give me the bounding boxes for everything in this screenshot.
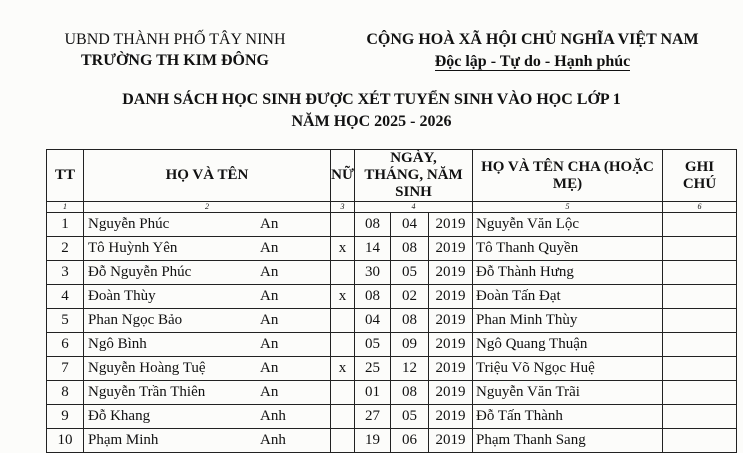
table-row: [47, 357, 737, 381]
table-row: [47, 309, 737, 333]
student-surname: Phan Ngọc Bảo: [88, 312, 183, 328]
student-surname: Phạm Minh: [88, 432, 159, 448]
birth-day: 27: [355, 405, 391, 429]
row-number: 5: [47, 309, 84, 333]
parent-name: Ngô Quang Thuận: [473, 333, 663, 357]
female-mark: x: [331, 285, 355, 309]
col-header-female: NỮ: [331, 150, 355, 202]
student-name: [84, 357, 331, 381]
student-name: [84, 405, 331, 429]
female-mark: [331, 333, 355, 357]
school-year: NĂM HỌC 2025 - 2026: [291, 113, 452, 130]
student-given-name: An: [260, 336, 279, 352]
parent-name: Phan Minh Thùy: [473, 309, 663, 333]
birth-day: 25: [355, 357, 391, 381]
birth-month: 08: [391, 309, 429, 333]
national-motto: [340, 50, 725, 74]
student-given-name: Anh: [260, 432, 286, 448]
note: [663, 261, 737, 285]
student-surname: Đỗ Nguyễn Phúc: [88, 264, 192, 280]
parent-name: Tô Thanh Quyền: [473, 237, 663, 261]
birth-day: 08: [355, 285, 391, 309]
student-given-name: An: [260, 384, 279, 400]
birth-month: 06: [391, 429, 429, 453]
parent-name: Đoàn Tấn Đạt: [473, 285, 663, 309]
table-row: [47, 261, 737, 285]
note: [663, 381, 737, 405]
birth-year: 2019: [429, 405, 473, 429]
student-given-name: An: [260, 216, 279, 232]
birth-year: 2019: [429, 261, 473, 285]
col-index: 1: [47, 202, 84, 213]
student-surname: Đỗ Khang: [88, 408, 151, 424]
column-index-row: [47, 202, 737, 213]
table-row: [47, 285, 737, 309]
parent-name: Triệu Võ Ngọc Huệ: [473, 357, 663, 381]
parent-name: Nguyễn Văn Lộc: [473, 213, 663, 237]
birth-day: 05: [355, 333, 391, 357]
row-number: 4: [47, 285, 84, 309]
birth-month: 05: [391, 261, 429, 285]
row-number: 9: [47, 405, 84, 429]
student-surname: Nguyễn Hoàng Tuệ: [88, 360, 206, 376]
birth-month: 09: [391, 333, 429, 357]
table-row: [47, 405, 737, 429]
student-given-name: An: [260, 240, 279, 256]
birth-month: 08: [391, 237, 429, 261]
table-header-row: [47, 150, 737, 202]
row-number: 10: [47, 429, 84, 453]
row-number: 3: [47, 261, 84, 285]
note: [663, 405, 737, 429]
parent-name: Phạm Thanh Sang: [473, 429, 663, 453]
student-surname: Nguyễn Trần Thiên: [88, 384, 206, 400]
note: [663, 357, 737, 381]
female-mark: [331, 381, 355, 405]
school-header: [40, 30, 310, 72]
student-given-name: An: [260, 264, 279, 280]
birth-month: 02: [391, 285, 429, 309]
female-mark: [331, 309, 355, 333]
birth-day: 08: [355, 213, 391, 237]
student-name: [84, 285, 331, 309]
student-given-name: An: [260, 312, 279, 328]
col-header-name: HỌ VÀ TÊN: [84, 150, 331, 202]
birth-year: 2019: [429, 213, 473, 237]
student-name: [84, 309, 331, 333]
table-row: [47, 381, 737, 405]
col-header-tt: TT: [47, 150, 84, 202]
row-number: 8: [47, 381, 84, 405]
authority-name: UBND THÀNH PHỐ TÂY NINH: [64, 31, 286, 48]
national-motto-text: Độc lập - Tự do - Hạnh phúc: [434, 53, 631, 70]
table-row: [47, 429, 737, 453]
table-row: [47, 213, 737, 237]
student-name: [84, 429, 331, 453]
female-mark: x: [331, 237, 355, 261]
col-index: 4: [355, 202, 473, 213]
birth-year: 2019: [429, 285, 473, 309]
birth-day: 01: [355, 381, 391, 405]
student-name: [84, 213, 331, 237]
female-mark: [331, 261, 355, 285]
student-name: [84, 237, 331, 261]
female-mark: [331, 429, 355, 453]
birth-year: 2019: [429, 357, 473, 381]
row-number: 7: [47, 357, 84, 381]
student-table: [46, 149, 737, 453]
student-given-name: An: [260, 360, 279, 376]
student-surname: Nguyễn Phúc: [88, 216, 170, 232]
student-given-name: An: [260, 288, 279, 304]
female-mark: x: [331, 357, 355, 381]
table-row: [47, 333, 737, 357]
col-index: 6: [663, 202, 737, 213]
parent-name: Đỗ Thành Hưng: [473, 261, 663, 285]
birth-day: 04: [355, 309, 391, 333]
col-index: 2: [84, 202, 331, 213]
note: [663, 213, 737, 237]
birth-day: 30: [355, 261, 391, 285]
row-number: 2: [47, 237, 84, 261]
col-index: 3: [331, 202, 355, 213]
student-name: [84, 381, 331, 405]
note: [663, 333, 737, 357]
birth-day: 19: [355, 429, 391, 453]
col-header-parent: HỌ VÀ TÊN CHA (HOẶC MẸ): [473, 150, 663, 202]
col-header-note: GHI CHÚ: [663, 150, 737, 202]
birth-month: 08: [391, 381, 429, 405]
table-row: [47, 237, 737, 261]
birth-month: 04: [391, 213, 429, 237]
row-number: 1: [47, 213, 84, 237]
birth-year: 2019: [429, 381, 473, 405]
note: [663, 285, 737, 309]
student-surname: Ngô Bình: [88, 336, 147, 352]
student-name: [84, 333, 331, 357]
school-name: TRƯỜNG TH KIM ĐÔNG: [80, 52, 269, 69]
national-header: [340, 30, 725, 74]
note: [663, 309, 737, 333]
student-surname: Đoàn Thùy: [88, 288, 156, 304]
parent-name: Đỗ Tấn Thành: [473, 405, 663, 429]
female-mark: [331, 213, 355, 237]
birth-year: 2019: [429, 237, 473, 261]
col-index: 5: [473, 202, 663, 213]
document-title: DANH SÁCH HỌC SINH ĐƯỢC XÉT TUYỂN SINH VÀO HỌC LỚP 1: [122, 91, 621, 108]
parent-name: Nguyễn Văn Trãi: [473, 381, 663, 405]
note: [663, 237, 737, 261]
national-title: CỘNG HOÀ XÃ HỘI CHỦ NGHĨA VIỆT NAM: [366, 31, 699, 48]
student-given-name: Anh: [260, 408, 286, 424]
birth-month: 05: [391, 405, 429, 429]
birth-year: 2019: [429, 429, 473, 453]
birth-year: 2019: [429, 333, 473, 357]
student-surname: Tô Huỳnh Yên: [88, 240, 178, 256]
student-name: [84, 261, 331, 285]
female-mark: [331, 405, 355, 429]
birth-month: 12: [391, 357, 429, 381]
row-number: 6: [47, 333, 84, 357]
birth-day: 14: [355, 237, 391, 261]
note: [663, 429, 737, 453]
col-header-dob: NGÀY, THÁNG, NĂM SINH: [355, 150, 473, 202]
birth-year: 2019: [429, 309, 473, 333]
